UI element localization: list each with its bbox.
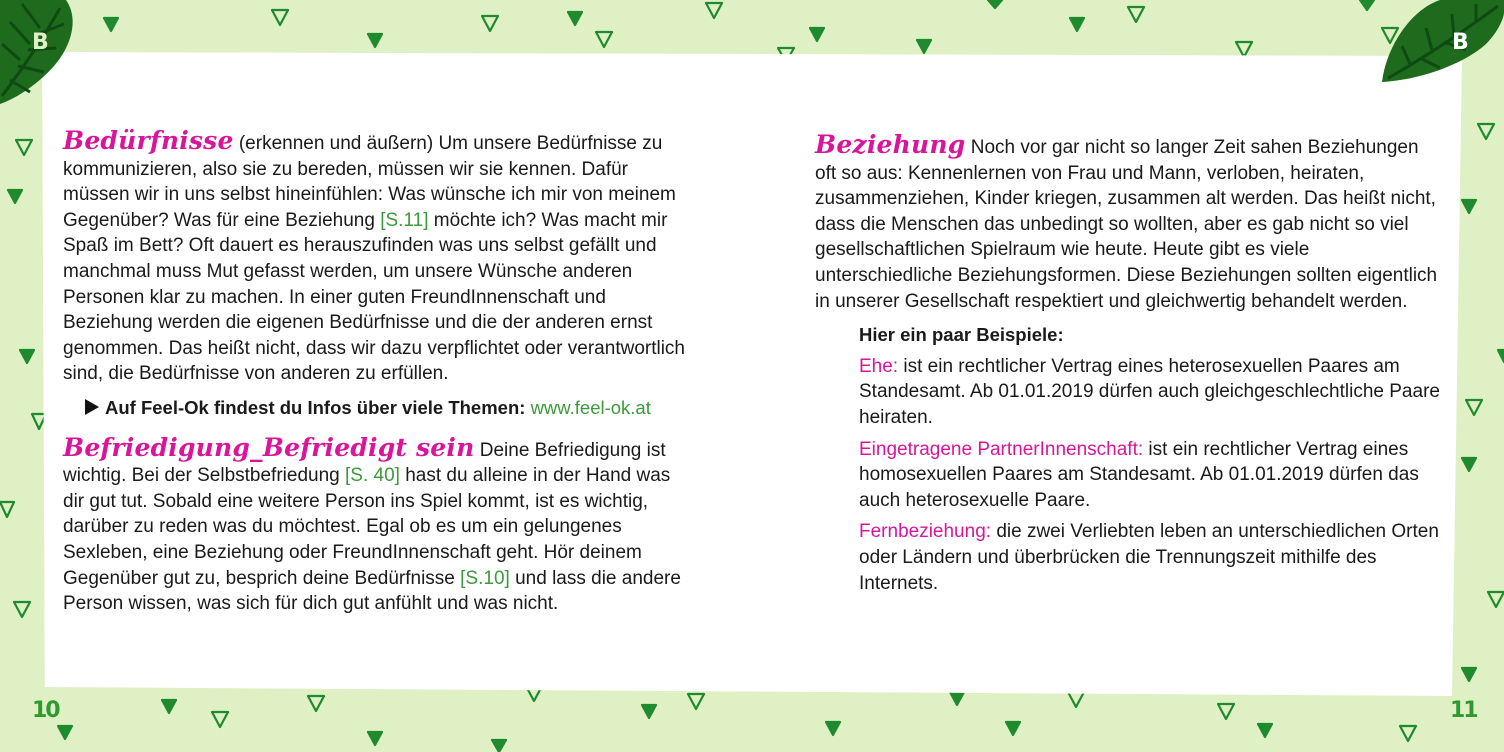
- corner-letter-right: B: [1452, 30, 1469, 55]
- leaf-icon: [1380, 0, 1504, 86]
- page-reference: [S.11]: [380, 209, 429, 231]
- paragraph-beziehung: [815, 132, 1443, 314]
- tip-line: [85, 395, 693, 421]
- example-text: ist ein rechtlicher Vertrag eines homosexuellen Paares am Standesamt. Ab 01.01.2019 dürfen das auch heterosexuelle Paare.: [859, 438, 1419, 511]
- example-item: [859, 437, 1443, 514]
- term-heading: Bedürfnisse: [63, 126, 234, 155]
- example-item: [859, 354, 1443, 431]
- example-item: [859, 519, 1443, 596]
- paragraph-beduerfnisse: [63, 128, 693, 387]
- paragraph-befriedigung: [63, 432, 693, 617]
- left-column: [63, 128, 693, 617]
- corner-letter-left: B: [32, 30, 49, 55]
- page-reference: [S. 40]: [345, 465, 400, 487]
- tip-text: Auf Feel-Ok findest du Infos über viele Themen:: [105, 396, 531, 418]
- example-term: Eingetragene PartnerInnenschaft:: [859, 438, 1144, 460]
- feel-ok-link[interactable]: www.feel-ok.at: [530, 396, 651, 418]
- page-number-left: 10: [32, 698, 59, 723]
- right-column: [815, 132, 1443, 602]
- arrow-right-icon: [85, 399, 99, 415]
- body-text: hast du alleine in der Hand was dir gut tut. Sobald eine weitere Person ins Spiel kommt, ist es wichtig, darüber zu reden was du möchtest. Egal ob es um ein gelungenes Sexleben, eine Beziehung oder FreundInnenschaft geht. Hör deinem Gegenüber gut zu, besprich deine Bedürfnisse: [63, 465, 671, 589]
- page-reference: [S.10]: [460, 567, 510, 589]
- body-text: Deine Befriedigung ist wichtig. Bei der Selbstbefriedung: [63, 439, 666, 487]
- example-term: Fernbeziehung:: [859, 521, 992, 543]
- term-heading: Befriedigung_Befriedigt sein: [63, 432, 475, 462]
- body-text: möchte ich? Was macht mir Spaß im Bett? Oft dauert es herauszufinden was uns selbst gefällt und manchmal muss Mut gefasst werden, um unsere Wünsche anderen Personen klar zu machen. In einer guten FreundInnenschaft und Beziehung werden die eigenen Bedürfnisse und die der anderen ernst genommen. Das heißt nicht, dass wir dazu verpflichtet oder verantwortlich sind, die Bedürfnisse von anderen zu erfüllen.: [63, 209, 685, 385]
- body-text: (erkennen und äußern) Um unsere Bedürfnisse zu kommunizieren, also sie zu bereden, müssen wir sie kennen. Dafür müssen wir in uns selbst hineinfühlen: Was wünsche ich mir von meinem Gegenüber? Was für eine Beziehung: [63, 133, 676, 231]
- example-term: Ehe:: [859, 355, 899, 377]
- page-number-right: 11: [1450, 698, 1477, 723]
- body-text: und lass die andere Person wissen, was sich für dich gut anfühlt und was nicht.: [63, 567, 681, 615]
- examples-heading: Hier ein paar Beispiele:: [859, 324, 1064, 346]
- example-text: ist ein rechtlicher Vertrag eines heterosexuellen Paares am Standesamt. Ab 01.01.2019 dürfen auch gleichgeschlechtliche Paare heiraten.: [859, 355, 1440, 428]
- term-heading: Beziehung: [815, 130, 966, 159]
- body-text: Noch vor gar nicht so langer Zeit sahen Beziehungen oft so aus: Kennenlernen von Frau und Mann, verloben, heiraten, zusammenziehen, Kinder kriegen, zusammen alt werden. Das heißt nicht, dass die Menschen das unbedingt so wollten, aber es gab nicht so viel gesellschaftlichen Spielraum wie heute. Heute gibt es viele unterschiedliche Beziehungsformen. Diese Beziehungen sollten eigentlich in unserer Gesellschaft respektiert und gleichwertig behandelt werden.: [815, 137, 1438, 312]
- leaf-icon: [0, 0, 80, 110]
- example-text: die zwei Verliebten leben an unterschiedlichen Orten oder Ländern und überbrücken die Trennungszeit mithilfe des Internets.: [859, 521, 1439, 594]
